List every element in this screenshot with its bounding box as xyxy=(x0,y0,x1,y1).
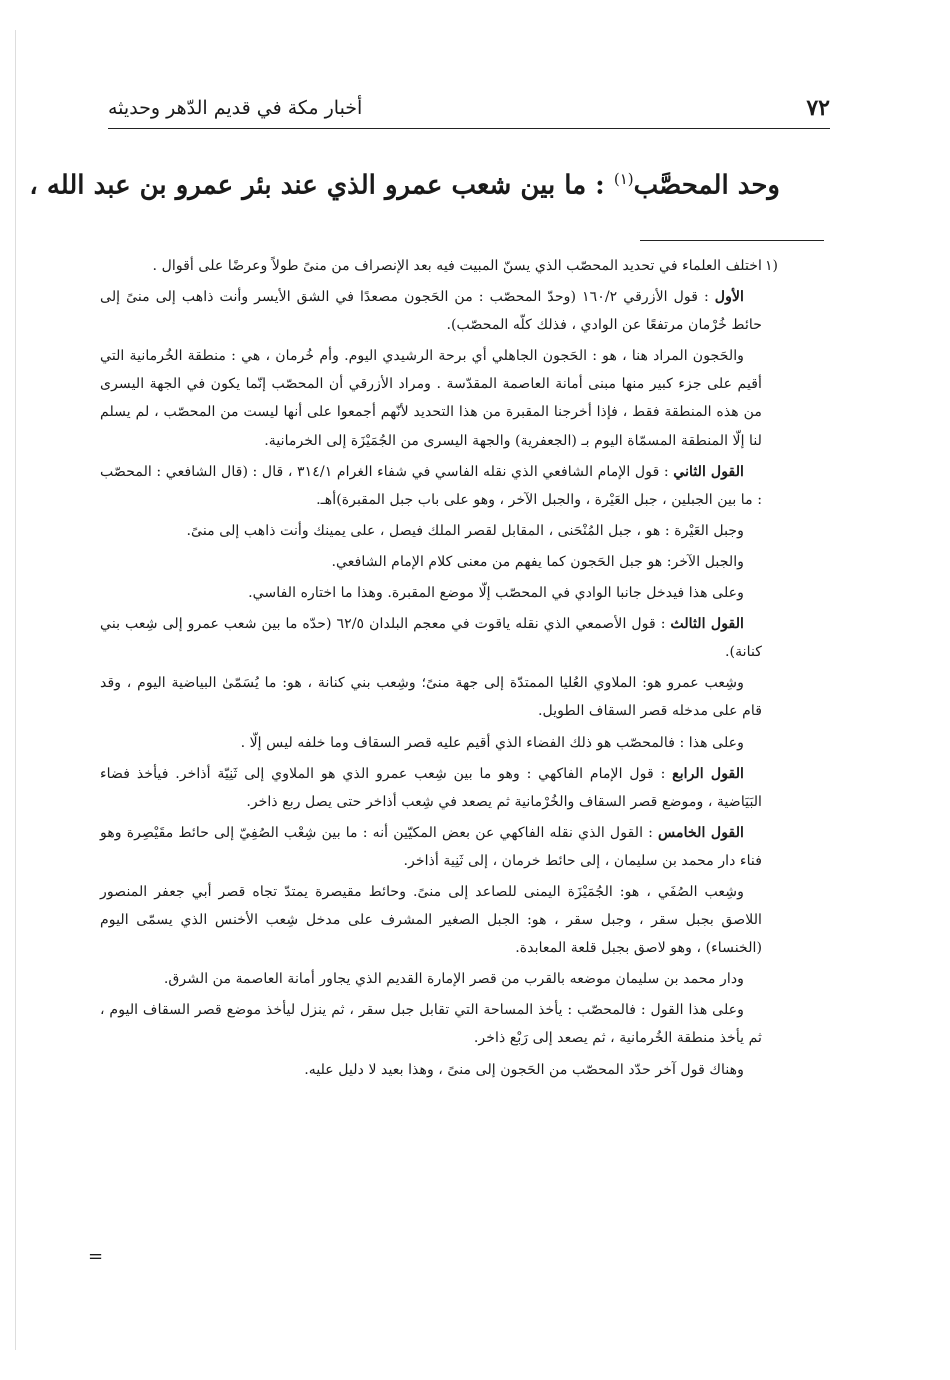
footnote-paragraph xyxy=(100,669,762,725)
footnote-text: وشِعب الصُفَي ، هو: الجُمَيْزَة اليمنى للصاعد إلى منىً. وحائط مقيصرة يمتدّ تجاه قصر أبي جعفر المنصور اللاصق بجبل سقر ، وجبل سقر ، هو: الجبل الصغير المشرف على مدخل شِعب الأخنس الذي يسمّى اليوم (الخنساء) ، وهو لاصق بجبل قلعة المعابدة. xyxy=(100,883,762,957)
footnote-heading: القول الثاني xyxy=(673,463,744,480)
continuation-mark: = xyxy=(88,1246,104,1267)
footnote-text: وهناك قول آخر حدّد المحصّب من الحَجون إلى منىً ، وهذا بعيد لا دليل عليه. xyxy=(304,1061,744,1078)
footnote-paragraph xyxy=(100,579,762,607)
footnote-text: وعلى هذا : فالمحصّب هو ذلك الفضاء الذي أقيم عليه قصر السقاف وما خلفه ليس إلّا . xyxy=(240,734,744,751)
main-text-start: وحد المحصَّب xyxy=(633,170,780,201)
footnote-heading: الأول xyxy=(714,289,744,306)
footnote-text: والجبل الآخر: هو جبل الحَجون كما يفهم من معنى كلام الإمام الشافعي. xyxy=(331,553,744,570)
footnote-paragraph xyxy=(100,760,762,816)
footnote-paragraph xyxy=(100,996,762,1052)
footnote-text: وعلى هذا القول : فالمحصّب : يأخذ المساحة التي تقابل جبل سقر ، ثم ينزل ليأخذ موضع قصر السقاف اليوم ، ثم يأخذ منطقة الخُرمانية ، ثم يصعد إلى رَبْع ذاخر. xyxy=(100,1002,762,1047)
header-rule xyxy=(108,128,830,129)
footnote-paragraph xyxy=(100,819,762,875)
footnote-paragraph xyxy=(100,283,762,339)
footnote-heading: القول الخامس xyxy=(657,824,744,841)
footnote-paragraph xyxy=(100,342,762,454)
footnote-paragraph xyxy=(100,252,762,280)
footnote-paragraph xyxy=(100,610,762,666)
footnote-heading: القول الرابع xyxy=(672,765,744,782)
footnote-separator xyxy=(640,240,824,241)
running-title: أخبار مكة في قديم الدّهر وحديثه xyxy=(108,97,363,119)
footnote-reference: (١) xyxy=(613,170,634,188)
page-number: ٧٢ xyxy=(806,95,830,121)
footnote-text: : قول الإمام الفاكهي : وهو ما بين شِعب عمرو الذي هو الملاوي إلى ثَنِيّة أذاخر. فيأخذ فضاء البَيَاضية ، وموضع قصر السقاف والخُرْمانية ثم يصعد في شِعب أذاخر حتى يصل ربع ذاخر. xyxy=(100,765,762,810)
footnote-text: : قول الإمام الشافعي الذي نقله الفاسي في شفاء الغرام ٣١٤/١ ، قال : (قال الشافعي : المحصّب : ما بين الجبلين ، جبل العَيْرة ، والجبل الآخر ، وهو على باب جبل المقبرة)أهـ. xyxy=(100,463,762,508)
footnote-paragraph xyxy=(100,548,762,576)
page-edge-line xyxy=(15,30,16,1350)
footnote-paragraph xyxy=(100,965,762,993)
footnote-text: : قول الأصمعي الذي نقله ياقوت في معجم البلدان ٦٢/٥ (حدّه ما بين شعب عمرو إلى شِعب بني كنانة). xyxy=(100,616,762,661)
footnote-text: : القول الذي نقله الفاكهي عن بعض المكيّين أنه : ما بين شِعْب الصُفِيّ إلى حائط مقَيْصِرة وهو فناء دار محمد بن سليمان ، إلى حائط خرمان ، إلى ثَنِية أذاخر. xyxy=(100,824,762,869)
footnote-paragraph xyxy=(100,878,762,962)
footnote-paragraph xyxy=(100,458,762,514)
footnote-text: : قول الأزرقي ١٦٠/٢ (وحدّ المحصّب : من الحَجون مصعدًا في الشق الأيسر وأنت ذاهب إلى منىً إلى حائط خُرْمان مرتفعًا عن الوادي ، فذلك كلّه المحصّب). xyxy=(100,289,762,334)
footnote-marker: ١) xyxy=(765,258,778,274)
main-text xyxy=(29,170,780,201)
footnote-paragraph xyxy=(100,1056,762,1084)
page-header xyxy=(108,92,830,124)
footnote-body xyxy=(100,252,762,1087)
footnote-text: وشِعب عمرو هو: الملاوي العُليا الممتدّة إلى جهة منىً؛ وشِعب بني كنانة ، هو: ما يُسَمّىٰ البياضية اليوم ، وقد قام على مدخله قصر السقاف الطويل. xyxy=(100,675,762,720)
footnote-text: اختلف العلماء في تحديد المحصّب الذي يسنّ المبيت فيه بعد الإنصراف من منىً طولاً وعرضًا على أقوال . xyxy=(152,258,762,274)
footnote-paragraph xyxy=(100,729,762,757)
footnote-text: ودار محمد بن سليمان موضعه بالقرب من قصر الإمارة القديم الذي يجاور أمانة العاصمة من الشرق. xyxy=(163,971,744,988)
footnote-text: وعلى هذا فيدخل جانبا الوادي في المحصّب إلّا موضع المقبرة. وهذا ما اختاره الفاسي. xyxy=(248,585,744,602)
footnote-text: وجبل العَيْرة : هو ، جبل المُنْحَنى ، المقابل لقصر الملك فيصل ، على يمينك وأنت ذاهب إلى منىً. xyxy=(186,522,744,539)
footnote-paragraph xyxy=(100,517,762,545)
footnote-heading: القول الثالث xyxy=(670,616,744,633)
footnote-text: والحَجون المراد هنا ، هو : الحَجون الجاهلي أي برحة الرشيدي اليوم. وأم خُرمان ، هي : منطقة الخُرمانية التي أقيم على جزء كبير منها مبنى أمانة العاصمة المقدّسة . ومراد الأزرقي أن المحصّب إنّما يكون في الجهة اليسرى من هذه المنطقة فقط ، فإذا أخرجنا المقبرة من هذا التحديد لأنّهم أجمعوا على أنها ليست من المحصّب ، لم يسلم لنا إلّا المنطقة المسمّاة اليوم بـ (الجعفرية) والجهة اليسرى من الجُمَيْزَة إلى الخرمانية. xyxy=(100,348,762,449)
main-text-rest: : ما بين شعب عمرو الذي عند بئر عمرو بن عبد الله ، xyxy=(29,170,614,201)
